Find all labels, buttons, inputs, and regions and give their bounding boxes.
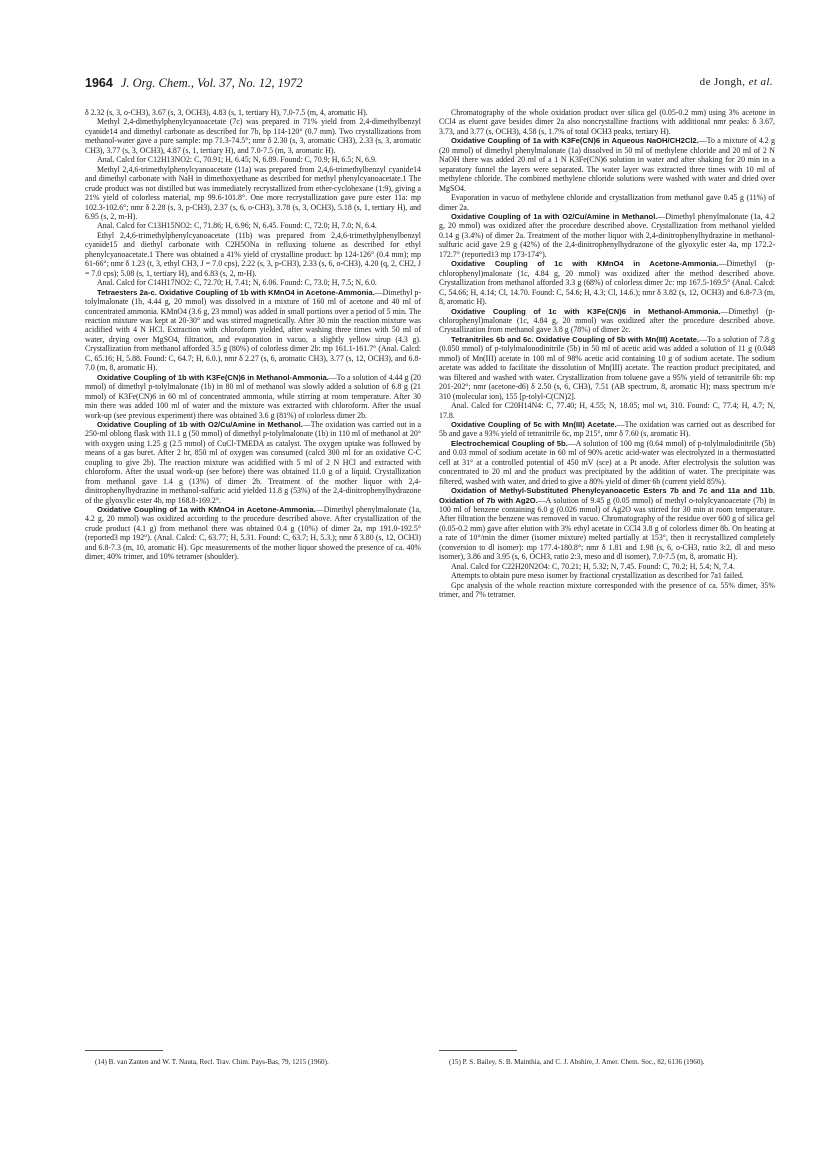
right-column <box>439 108 775 600</box>
paragraph-text: Dimethyl (p-chlorophenyl)malonate (1c, 4.84 g, 20 mmol) was oxidized after the procedure described above. Crystallization from methanol gave 3.8 g (78%) of dimer 2c. <box>439 306 776 335</box>
section-heading: Oxidative Coupling of 1b with K3Fe(CN)6 in Methanol-Ammonia. <box>97 372 329 382</box>
paragraph <box>85 155 421 164</box>
page-number: 1964 <box>85 76 113 90</box>
footnote-14 <box>85 1058 421 1067</box>
paragraph <box>439 108 775 136</box>
section-heading: Oxidative Coupling of 1a with K3Fe(CN)6 in Aqueous NaOH/CH2Cl2. <box>451 136 699 146</box>
paragraph-text: Ethyl 2,4,6-trimethylphenylcyanoacetate (11b) was prepared from 2,4,6-trimethylphenylbenzyl cyanide15 and diethyl carbonate with C2H5ONa in refluxing toluene as described for ethyl phenylcyanoacetate.1 There was obtained a 41% yield of crystalline product: bp 124-126° (0.4 mm); mp 61-66°; nmr δ 1.23 (t, 3, ethyl CH3, J = 7.0 cps), 2.22 (s, 3, p-CH3), 2.33 (s, 6, o-CH3), 4.20 (q, 2, CH2, J = 7.0 cps); 5.08 (s, 1, tertiary H), and 6.83 (s, 2, m-H). <box>85 230 421 278</box>
paragraph-text: Anal. Calcd for C20H14N4: C, 77.40; H, 4.55; N, 18.05; mol wt, 310. Found: C, 77.4; H, 4.7; N, 17.8. <box>439 401 775 420</box>
paragraph: Oxidative Coupling of 1c with KMnO4 in Acetone-Ammonia.—Dimethyl (p-chlorophenyl)malonate (1c, 4.84 g, 20 mmol) was oxidized after the method described above. Crystallization from methanol afforded 3.3 g (68%) of colorless dimer 2c: mp 167.5-169.5° (Anal. Calcd: C, 54.66; H, 4.14; Cl, 14.70. Found: C, 54.6; H, 4.3; Cl, 14.6.); nmr δ 3.82 (s, 12, OCH3) and 6.8-7.3 (m, 8, aromatic H). <box>439 259 776 307</box>
paragraph-text: Anal. Calcd for C13H15NO2: C, 71.86; H, 6.96; N, 6.45. Found: C, 72.0; H, 7.0; N, 6.4. <box>97 221 377 231</box>
paragraph <box>85 117 421 155</box>
paragraph-text: Anal. Calcd for C12H13NO2: C, 70.91; H, 6.45; N, 6.89. Found: C, 70.9; H, 6.5; N, 6.9. <box>97 155 377 165</box>
paragraph-text: Chromatography of the whole oxidation product over silica gel (0.05-0.2 mm) using 3% acetone in CCl4 as eluent gave besides dimer 2a also noncrystalline fractions with additional nmr peaks: δ 3.67, 3.73, and 3.77 (s, OCH3), 4.58 (s, 1.7% of total OCH3 peaks, tertiary H). <box>439 108 775 136</box>
section-heading: Oxidative Coupling of 1c with KMnO4 in Acetone-Ammonia. <box>451 259 719 269</box>
paragraph-text: Attempts to obtain pure meso isomer by fractional crystallization as described for 7a1 failed. <box>451 571 744 581</box>
footnote-rule-right <box>439 1050 517 1051</box>
paragraph-text: Dimethyl p-tolylmalonate (1b, 4.44 g, 20 mmol) was dissolved in a mixture of 160 ml of acetone and 40 ml of concentrated ammonia. KMnO4 (3.6 g, 23 mmol) was added in small portions over a period of 5 min. The reaction mixture was kept at 20-30° and was stirred magnetically. After 30 min the reaction mixture was acidified with 4 N HCl. Extraction with chloroform yielded, after washing three times with 50 ml of water, drying over MgSO4, filtration, and evaporation in vacuo, a slightly yellow sirup (4.3 g). Crystallization from methanol afforded 3.5 g (80%) of colorless dimer 2b: mp 161.1-161.7° (Anal. Calcd: C, 65.16; H, 5.88. Found: C, 64.7; H, 6.0.), nmr δ 2.27 (s, 6, aromatic CH3), 3.77 (s, 12, OCH3), and 6.8-7.0 (m, 8, aromatic H). <box>85 287 421 373</box>
paragraph-text: Dimethyl phenylmalonate (1a, 4.2 g, 20 mmol) was oxidized according to the procedure described above. After crystallization of the crude product (4.1 g) from methanol there was obtained 0.4 g (10%) of dimer 2a, mp 191.0-192.5° (reported3 mp 192°). (Anal. Calcd: C, 63.77; H, 5.31. Found: C, 63.7; H, 5.3.); nmr δ 3.80 (s, 12, OCH3) and 6.8-7.3 (m, 10, aromatic H). Gpc measurements of the mother liquor showed the presence of ca. 40% dimer, 40% trimer, and 10% tetramer (shoulder). <box>85 505 421 562</box>
section-heading: Electrochemical Coupling of 5b. <box>451 438 568 448</box>
paragraph: Oxidative Coupling of 1a with O2/Cu/Amine in Methanol.—Dimethyl phenylmalonate (1a, 4.2 g, 20 mmol) was oxidized after the procedure described above. Crystallization from methanol yielded 0.14 g (3.4%) of dimer 2a. Treatment of the mother liquor with 2,4-dinitrophenylhydrazine in methanol-sulfuric acid gave 2.9 g (42%) of the 2,4-dinitrophenylhydrazone of the glyoxylic ester 4a, mp 172.2-172.7° (reported13 mp 173-174°). <box>439 211 776 259</box>
paragraph-text: Evaporation in vacuo of methylene chloride and crystallization from methanol gave 0.45 g (11%) of dimer 2a. <box>439 193 775 212</box>
paragraph: Oxidative Coupling of 1a with K3Fe(CN)6 in Aqueous NaOH/CH2Cl2.—To a mixture of 4.2 g (20 mmol) of dimethyl phenylmalonate (1a) dissolved in 50 ml of methylene chloride and 20 ml of 2 N NaOH there was added 20 ml of a 1 N K3Fe(CN)6 solution in water and after shaking for 20 min in a separatory funnel the layers were separated. The water layer was extracted three times with 10 ml of methylene chloride. The combined methylene chloride solutions were washed with water and dried over MgSO4. <box>439 136 775 193</box>
paragraph-text: To a mixture of 4.2 g (20 mmol) of dimethyl phenylmalonate (1a) dissolved in 50 ml of methylene chloride and 20 ml of 2 N NaOH there was added 20 ml of a 1 N K3Fe(CN)6 solution in water and after shaking for 20 min in a separatory funnel the layers were separated. The water layer was extracted three times with 10 ml of methylene chloride. The combined methylene chloride solutions were washed with water and dried over MgSO4. <box>439 136 775 193</box>
paragraph-text: Dimethyl phenylmalonate (1a, 4.2 g, 20 mmol) was oxidized after the procedure described above. Crystallization from methanol yielded 0.14 g (3.4%) of dimer 2a. Treatment of the mother liquor with 2,4-dinitrophenylhydrazine in methanol-sulfuric acid gave 2.9 g (42%) of the 2,4-dinitrophenylhydrazone of the glyoxylic ester 4a, mp 172.2-172.7° (reported13 mp 173-174°). <box>439 211 776 259</box>
section-heading: Oxidative Coupling of 1c with K3Fe(CN)6 in Methanol-Ammonia. <box>451 306 721 316</box>
footnote-rule-left <box>85 1050 163 1051</box>
section-heading: Oxidation of Methyl-Substituted Phenylcyanoacetic Esters 7b and 7c and 11a and 11b. Oxidation of 7b with Ag2O. <box>439 486 775 505</box>
paragraph: Oxidative Coupling of 1b with O2/Cu/Amine in Methanol.—The oxidation was carried out in a 250-ml oblong flask with 11.1 g (50 mmol) of dimethyl p-tolylmalonate (1b) in 110 ml of methanol at 20° with oxygen using 1.25 g (2.5 mmol) of CuCl-TMEDA as catalyst. The oxygen uptake was followed by means of a gas buret. After 2 hr, 850 ml of oxygen was consumed (calcd 300 ml for an oxidative C-C coupling to give 2b). The reaction mixture was acidified with 5 ml of 2 N HCl and extracted with chloroform. After the usual work-up (see before) there was obtained 11.0 g of a liquid. Crystallization from methanol gave 1.4 g (13%) of dimer 2b. Treatment of the mother liquor with 2,4-dinitrophenylhydrazine in methanol-sulfuric acid yielded 11.8 g (53%) of the 2,4-dinitrophenylhydrazone of the glyoxylic ester 4b, mp 168.8-169.2°. <box>85 419 421 505</box>
paragraph <box>85 165 421 222</box>
paragraph <box>85 221 421 230</box>
journal-citation: J. Org. Chem., Vol. 37, No. 12, 1972 <box>120 76 303 90</box>
running-header <box>85 76 773 94</box>
paragraph <box>439 193 775 212</box>
author-name: de Jongh, <box>699 76 746 88</box>
paragraph-text: The oxidation was carried out in a 250-ml oblong flask with 11.1 g (50 mmol) of dimethyl p-tolylmalonate (1b) in 110 ml of methanol at 20° with oxygen using 1.25 g (2.5 mmol) of CuCl-TMEDA as catalyst. The oxygen uptake was followed by means of a gas buret. After 2 hr, 850 ml of oxygen was consumed (calcd 300 ml for an oxidative C-C coupling to give 2b). The reaction mixture was acidified with 5 ml of 2 N HCl and extracted with chloroform. After the usual work-up (see before) there was obtained 11.0 g of a liquid. Crystallization from methanol gave 1.4 g (13%) of dimer 2b. Treatment of the mother liquor with 2,4-dinitrophenylhydrazine in methanol-sulfuric acid yielded 11.8 g (53%) of the 2,4-dinitrophenylhydrazone of the glyoxylic ester 4b, mp 168.8-169.2°. <box>85 419 421 505</box>
paragraph-text: The oxidation was carried out as described for 5b and gave a 93% yield of tetranitrile 6c, mp 215°, nmr δ 7.60 (s, aromatic H). <box>439 419 775 439</box>
paragraph <box>85 231 421 278</box>
paragraph-text: δ 2.32 (s, 3, o-CH3), 3.67 (s, 3, OCH3), 4.83 (s, 1, tertiary H), 7.0-7.5 (m, 4, aromatic H). <box>85 108 368 117</box>
paragraph <box>439 571 775 580</box>
paragraph-text: Methyl 2,4-dimethylphenylcyanoacetate (7c) was prepared in 71% yield from 2,4-dimethylbenzyl cyanide14 and dimethyl carbonate as described for 7b, bp 114-120° (0.7 mm). Two crystallizations from methanol-water gave a pure sample: mp 71.3-74.5°; nmr δ 2.30 (s, 3, aromatic CH3), 2.33 (s, 3, aromatic CH3), 3.77 (s, 3, OCH3), 4.87 (s, 1, tertiary H), and 7.0-7.5 (m, 3, aromatic H). <box>85 117 421 155</box>
paragraph-text: To a solution of 4.44 g (20 mmol) of dimethyl p-tolylmalonate (1b) in 80 ml of methanol was slowly added a solution of 6.8 g (21 mmol) of K3Fe(CN)6 in 60 ml of concentrated ammonia, while stirring at room temperature. After 30 min there was added 100 ml of water and the mixture was extracted with chloroform. After the usual work-up (see previous experiment) there was obtained 3.6 g (81%) of colorless dimer 2b. <box>85 372 421 420</box>
paragraph: Oxidative Coupling of 1b with K3Fe(CN)6 in Methanol-Ammonia.—To a solution of 4.44 g (20 mmol) of dimethyl p-tolylmalonate (1b) in 80 ml of methanol was slowly added a solution of 6.8 g (21 mmol) of K3Fe(CN)6 in 60 ml of concentrated ammonia, while stirring at room temperature. After 30 min there was added 100 ml of water and the mixture was extracted with chloroform. After the usual work-up (see previous experiment) there was obtained 3.6 g (81%) of colorless dimer 2b. <box>85 372 421 420</box>
section-heading: Oxidative Coupling of 1b with O2/Cu/Amine in Methanol. <box>97 419 303 429</box>
paragraph: Tetraesters 2a-c. Oxidative Coupling of 1b with KMnO4 in Acetone-Ammonia.—Dimethyl p-tolylmalonate (1b, 4.44 g, 20 mmol) was dissolved in a mixture of 160 ml of acetone and 40 ml of concentrated ammonia. KMnO4 (3.6 g, 23 mmol) was added in small portions over a period of 5 min. The reaction mixture was kept at 20-30° and was stirred magnetically. After 30 min the reaction mixture was acidified with 4 N HCl. Extraction with chloroform yielded, after washing three times with 50 ml of water, drying over MgSO4, filtration, and evaporation in vacuo, a slightly yellow sirup (4.3 g). Crystallization from methanol afforded 3.5 g (80%) of colorless dimer 2b: mp 161.1-161.7° (Anal. Calcd: C, 65.16; H, 5.88. Found: C, 64.7; H, 6.0.), nmr δ 2.27 (s, 6, aromatic CH3), 3.77 (s, 12, OCH3), and 6.8-7.0 (m, 8, aromatic H). <box>85 287 421 373</box>
et-al: et al. <box>748 76 773 88</box>
paragraph-text: Dimethyl (p-chlorophenyl)malonate (1c, 4.84 g, 20 mmol) was oxidized after the method described above. Crystallization from methanol afforded 3.3 g (68%) of colorless dimer 2c: mp 167.5-169.5° (Anal. Calcd: C, 54.66; H, 4.14; Cl, 14.70. Found: C, 54.6; H, 4.3; Cl, 14.6.); nmr δ 3.82 (s, 12, OCH3) and 6.8-7.3 (m, 8, aromatic H). <box>439 259 776 307</box>
paragraph: Oxidative Coupling of 1c with K3Fe(CN)6 in Methanol-Ammonia.—Dimethyl (p-chlorophenyl)malonate (1c, 4.84 g, 20 mmol) was oxidized after the procedure described above. Crystallization from methanol gave 3.8 g (78%) of dimer 2c. <box>439 306 776 335</box>
paragraph-text: Methyl 2,4,6-trimethylphenylcyanoacetate (11a) was prepared from 2,4,6-trimethylbenzyl cyanide14 and dimethyl carbonate with NaH in dimethoxyethane as described for methyl phenylcyanoacetate.1 The crude product was not distilled but was immediately recrystallized from ether-cyclohexane (1:9), giving a 21% yield of colorless material, mp 99.6-101.8°. One more recrystallization gave pure ester 11a: mp 102.3-102.6°; nmr δ 2.28 (s, 3, p-CH3), 2.37 (s, 6, o-CH3), 3.78 (s, 3, OCH3), 5.18 (s, 1, tertiary H), and 6.95 (s, 2, m-H). <box>85 164 421 221</box>
paragraph-text: A solution of 9.45 g (0.05 mmol) of methyl o-tolylcyanoacetate (7b) in 100 ml of benzene containing 6.0 g (0.026 mmol) of Ag2O was stirred for 30 min at room temperature. After filtration the benzene was removed in vacuo. Chromatography of the residue over 600 g of silica gel (0.05-0.2 mm) gave after elution with 3% ethyl acetate in CCl4 3.8 g of colorless dimer 8b. On heating at a rate of 10°/min the dimer (isomer mixture) melted partially at 153°, then it recrystallized completely (conversion to dl isomer): mp 177.4-180.8°; nmr δ 1.81 and 1.98 (s, 6, o-CH3, ratio 3:2, dl and meso isomer), 3.86 and 3.95 (s, 6, OCH3, ratio 2:3, meso and dl isomer), 7.0-7.5 (m, 8, aromatic H). <box>439 495 775 562</box>
paragraph <box>85 278 421 287</box>
left-column <box>85 108 421 562</box>
paragraph: Electrochemical Coupling of 5b.—A solution of 100 mg (0.64 mmol) of p-tolylmalodinitrile (5b) and 0.03 mmol of sodium acetate in 60 ml of 90% acetic acid-water was electrolyzed in a thermostatted cell at 31° at a controlled potential of 450 mV (sce) at a Pt anode. After electrolysis the solution was concentrated to 20 ml and the product was precipitated by the addition of water. The precipitate was filtered, washed with water, and dried to give a 80% yield of dimer 6b (current yield 85%). <box>439 438 775 486</box>
section-heading: Oxidative Coupling of 1a with O2/Cu/Amine in Methanol. <box>451 211 658 221</box>
paragraph <box>85 108 421 117</box>
section-heading: Tetraesters 2a-c. Oxidative Coupling of 1b with KMnO4 in Acetone-Ammonia. <box>97 287 375 297</box>
header-authors <box>700 76 773 88</box>
footnote-text: (15) P. S. Bailey, S. B. Mainthia, and C. J. Abshire, J. Amer. Chem. Soc., 82, 6136 (1960). <box>449 1058 705 1066</box>
paragraph: Oxidative Coupling of 5c with Mn(III) Acetate.—The oxidation was carried out as described for 5b and gave a 93% yield of tetranitrile 6c, mp 215°, nmr δ 7.60 (s, aromatic H). <box>439 419 775 439</box>
paragraph-text: A solution of 100 mg (0.64 mmol) of p-tolylmalodinitrile (5b) and 0.03 mmol of sodium acetate in 60 ml of 90% acetic acid-water was electrolyzed in a thermostatted cell at 31° at a controlled potential of 450 mV (sce) at a Pt anode. After electrolysis the solution was concentrated to 20 ml and the product was precipitated by the addition of water. The precipitate was filtered, washed with water, and dried to give a 80% yield of dimer 6b (current yield 85%). <box>439 438 775 486</box>
section-heading: Oxidative Coupling of 1a with KMnO4 in Acetone-Ammonia. <box>97 505 316 515</box>
section-heading: Oxidative Coupling of 5c with Mn(III) Acetate. <box>451 419 617 429</box>
footnote-text: (14) B. van Zanten and W. T. Nauta, Recl. Trav. Chim. Pays-Bas, 79, 1215 (1960). <box>95 1058 329 1066</box>
footnote-15 <box>439 1058 775 1067</box>
paragraph-text: Anal. Calcd for C14H17NO2: C, 72.70; H, 7.41; N, 6.06. Found: C, 73.0; H, 7.5; N, 6.0. <box>97 278 377 288</box>
paragraph: Oxidative Coupling of 1a with KMnO4 in Acetone-Ammonia.—Dimethyl phenylmalonate (1a, 4.2 g, 20 mmol) was oxidized according to the procedure described above. After crystallization of the crude product (4.1 g) from methanol there was obtained 0.4 g (10%) of dimer 2a, mp 191.0-192.5° (reported3 mp 192°). (Anal. Calcd: C, 63.77; H, 5.31. Found: C, 63.7; H, 5.3.); nmr δ 3.80 (s, 12, OCH3) and 6.8-7.3 (m, 10, aromatic H). Gpc measurements of the mother liquor showed the presence of ca. 40% dimer, 40% trimer, and 10% tetramer (shoulder). <box>85 505 421 562</box>
paragraph: Tetranitriles 6b and 6c. Oxidative Coupling of 5b with Mn(III) Acetate.—To a solution of 7.8 g (0.050 mmol) of p-tolylmalonodinitrile (5b) in 50 ml of acetic acid was added a solution of 11 g (0.048 mmol) of Mn(III) acetate in 100 ml of 98% acetic acid containing 10 g of sodium acetate. The sodium acetate was added to facilitate the dissolution of Mn(III) acetate. The reaction product precipitated, and was filtered and washed with water. Crystallization from toluene gave a 95% yield of tetranitrile 6b: mp 201-202°; nmr (acetone-d6) δ 2.50 (s, 6, CH3), 7.51 (AB spectrum, 8, aromatic H); mass spectrum m/e 310 (molecular ion), 155 [p-tolyl-C(CN)2]. <box>439 334 775 401</box>
paragraph: Oxidation of Methyl-Substituted Phenylcyanoacetic Esters 7b and 7c and 11a and 11b. Oxidation of 7b with Ag2O.—A solution of 9.45 g (0.05 mmol) of methyl o-tolylcyanoacetate (7b) in 100 ml of benzene containing 6.0 g (0.026 mmol) of Ag2O was stirred for 30 min at room temperature. After filtration the benzene was removed in vacuo. Chromatography of the residue over 600 g of silica gel (0.05-0.2 mm) gave after elution with 3% ethyl acetate in CCl4 3.8 g of colorless dimer 8b. On heating at a rate of 10°/min the dimer (isomer mixture) melted partially at 153°, then it recrystallized completely (conversion to dl isomer): mp 177.4-180.8°; nmr δ 1.81 and 1.98 (s, 6, o-CH3, ratio 3:2, dl and meso isomer), 3.86 and 3.95 (s, 6, OCH3, ratio 2:3, meso and dl isomer), 7.0-7.5 (m, 8, aromatic H). <box>439 486 775 562</box>
section-heading: Tetranitriles 6b and 6c. Oxidative Coupling of 5b with Mn(III) Acetate. <box>451 334 700 344</box>
paragraph <box>439 562 775 571</box>
header-left <box>85 76 303 91</box>
paragraph <box>439 581 775 600</box>
paragraph-text: To a solution of 7.8 g (0.050 mmol) of p-tolylmalonodinitrile (5b) in 50 ml of acetic acid was added a solution of 11 g (0.048 mmol) of Mn(III) acetate in 100 ml of 98% acetic acid containing 10 g of sodium acetate. The sodium acetate was added to facilitate the dissolution of Mn(III) acetate. The reaction product precipitated, and was filtered and washed with water. Crystallization from toluene gave a 95% yield of tetranitrile 6b: mp 201-202°; nmr (acetone-d6) δ 2.50 (s, 6, CH3), 7.51 (AB spectrum, 8, aromatic H); mass spectrum m/e 310 (molecular ion), 155 [p-tolyl-C(CN)2]. <box>439 334 775 401</box>
paragraph <box>439 401 775 420</box>
paragraph-text: Gpc analysis of the whole reaction mixture corresponded with the presence of ca. 55% dimer, 35% trimer, and 7% tetramer. <box>439 580 775 600</box>
paragraph-text: Anal. Calcd for C22H20N2O4: C, 70.21; H, 5.32; N, 7.45. Found: C, 70.2; H, 5.4; N, 7.4. <box>451 561 735 571</box>
